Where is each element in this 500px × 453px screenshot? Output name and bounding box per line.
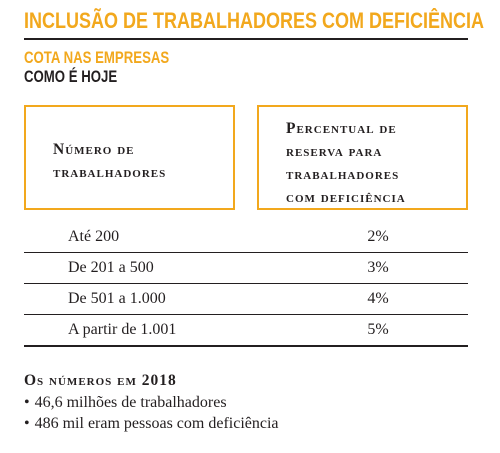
percent-cell: 4%	[288, 284, 468, 315]
workers-cell: De 201 a 500	[24, 253, 288, 284]
list-item: • 486 mil eram pessoas com deficiência	[24, 413, 279, 434]
header-workers-line: trabalhadores	[53, 164, 167, 181]
workers-cell: Até 200	[24, 222, 288, 253]
header-workers-text	[53, 138, 166, 184]
numbers-list	[24, 392, 279, 434]
section-subtitle: COTA NAS EMPRESAS	[24, 49, 170, 67]
percent-cell: 5%	[288, 315, 468, 347]
table-row	[24, 315, 468, 347]
numbers-heading: Os números em 2018	[24, 372, 177, 389]
title-divider	[24, 38, 468, 40]
header-workers-box	[24, 105, 235, 210]
header-percent-line: com deficiência	[286, 189, 406, 206]
workers-cell: A partir de 1.001	[24, 315, 288, 347]
header-percent-line: reserva para	[286, 143, 383, 160]
percent-cell: 2%	[288, 222, 468, 253]
header-workers-line: Número de	[53, 141, 135, 158]
section-subheading: COMO É HOJE	[24, 68, 118, 86]
quota-table	[24, 222, 468, 347]
table-row	[24, 253, 468, 284]
list-item: • 46,6 milhões de trabalhadores	[24, 392, 279, 413]
header-percent-box	[257, 105, 468, 210]
header-percent-text	[286, 117, 406, 209]
header-percent-line: trabalhadores	[286, 166, 400, 183]
table-row	[24, 284, 468, 315]
header-percent-line: Percentual de	[286, 120, 397, 137]
workers-cell: De 501 a 1.000	[24, 284, 288, 315]
percent-cell: 3%	[288, 253, 468, 284]
page-title: INCLUSÃO DE TRABALHADORES COM DEFICIÊNCIA	[24, 8, 485, 33]
table-row	[24, 222, 468, 253]
